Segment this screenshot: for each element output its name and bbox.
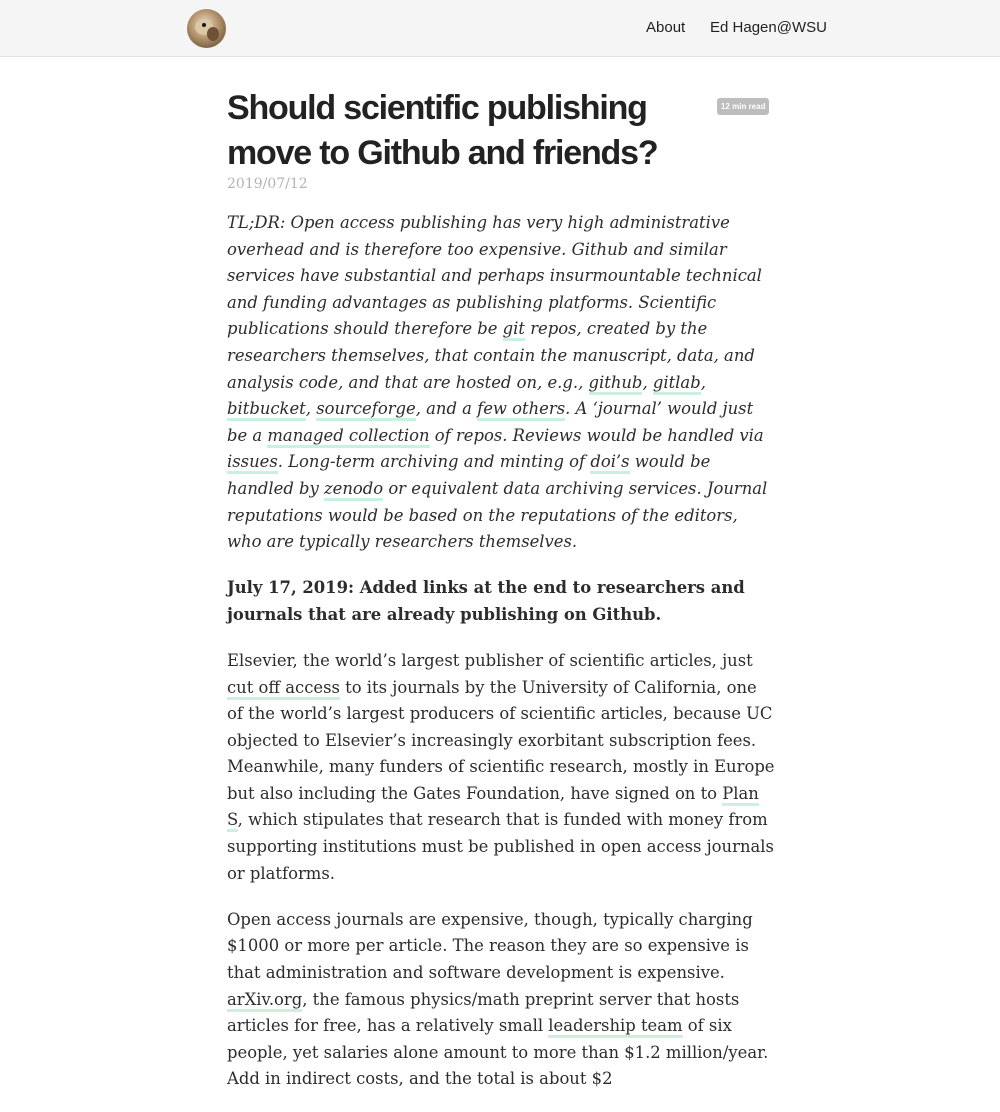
avatar-eye (202, 23, 206, 27)
post-body (227, 210, 775, 1112)
top-navigation-bar (0, 0, 1000, 57)
link-gitlab[interactable]: gitlab (653, 373, 701, 395)
tldr-text: or equivalent data archiving services. Journal reputations would be based on the reputations of the editors, who are typically researchers themselves. (227, 478, 768, 552)
link-cut-off-access[interactable]: cut off access (227, 678, 340, 700)
link-leadership-team[interactable]: leadership team (548, 1016, 682, 1038)
link-managed-collection[interactable]: managed collection (267, 426, 429, 448)
link-zenodo[interactable]: zenodo (324, 479, 383, 501)
tldr-text: , (642, 372, 653, 392)
link-few-others[interactable]: few others (477, 399, 565, 421)
site-avatar[interactable] (187, 9, 226, 48)
link-arxiv[interactable]: arXiv.org (227, 990, 302, 1012)
link-git[interactable]: git (503, 319, 525, 341)
link-plan-s[interactable]: Plan S (227, 784, 759, 833)
tldr-text: , (305, 399, 317, 419)
avatar-fur-dark (207, 27, 219, 41)
tldr-text: , (700, 372, 706, 392)
link-dois[interactable]: doi’s (590, 452, 629, 474)
link-github[interactable]: github (589, 373, 643, 395)
paragraph-text: , which stipulates that research that is funded with money from supporting institutions must be published in open access journals or platforms. (227, 810, 774, 883)
link-bitbucket[interactable]: bitbucket (227, 399, 306, 421)
tldr-text: TL;DR: Open access publishing has very high administrative overhead and is therefore too expensive. Github and similar services have substantial and perhaps insurmountable technical and funding advantages as publishing platforms. Scientific publications should therefore be (227, 213, 762, 339)
tldr-text: . A ‘journal’ would just be a (227, 399, 754, 445)
tldr-text: . Long-term archiving and minting of (277, 452, 591, 472)
link-sourceforge[interactable]: sourceforge (316, 399, 416, 421)
paragraph-text: to its journals by the University of California, one of the world’s largest producers of scientific articles, because UC objected to Elsevier’s increasingly exorbitant subscription fees. Meanwhile, many funders of scientific research, mostly in Europe but also including the Gates Foundation, have signed on to (227, 677, 775, 803)
paragraph-text: , the famous physics/math preprint server that hosts articles for free, has a relatively small (227, 989, 740, 1036)
reading-time-badge: 12 min read (717, 98, 769, 115)
post-date: 2019/07/12 (227, 176, 308, 192)
nav-link-author[interactable]: Ed Hagen@WSU (710, 19, 827, 36)
tldr-text: of repos. Reviews would be handled via (429, 425, 764, 445)
paragraph-elsevier (227, 648, 775, 887)
nav-link-about[interactable]: About (646, 19, 686, 36)
tldr-paragraph (227, 210, 775, 556)
tldr-text: would be handled by (227, 452, 711, 498)
update-note: July 17, 2019: Added links at the end to researchers and journals that are already publishing on Github. (227, 578, 745, 624)
paragraph-text: Open access journals are expensive, though, typically charging $1000 or more per article. The reason they are so expensive is that administration and software development is expensive. (227, 909, 753, 982)
tldr-text: , and a (415, 399, 478, 419)
paragraph-text: of six people, yet salaries alone amount to more than $1.2 million/year. Add in indirect costs, and the total is about $2 (227, 1016, 769, 1089)
tldr-text: repos, created by the researchers themselves, that contain the manuscript, data, and analysis code, and that are hosted on, e.g., (227, 319, 755, 392)
post-title: Should scientific publishing move to Github and friends? (227, 89, 658, 172)
paragraph-text: Elsevier, the world’s largest publisher of scientific articles, just (227, 650, 753, 670)
link-issues[interactable]: issues (227, 452, 278, 474)
